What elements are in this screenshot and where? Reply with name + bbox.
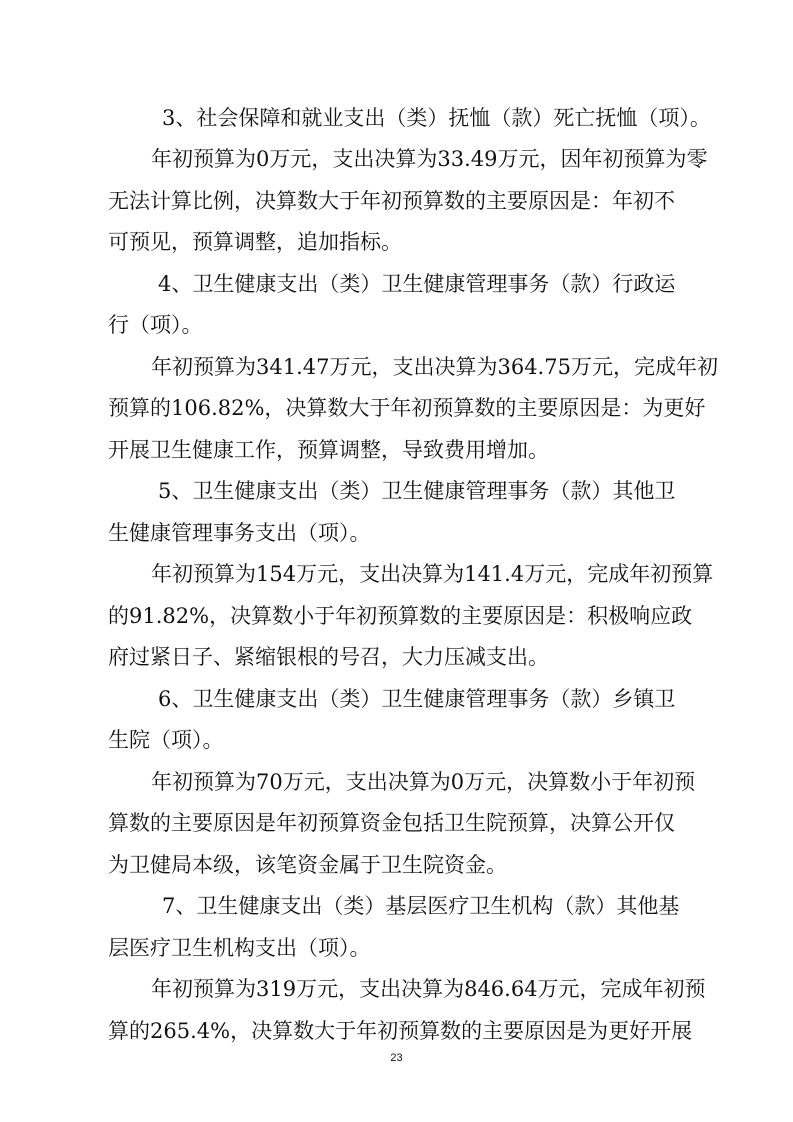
body-text-line: 为卫健局本级，该笔资金属于卫生院资金。 (108, 853, 507, 877)
body-text-line: 年初预算为154万元，支出决算为141.4万元，完成年初预算 (151, 562, 714, 586)
body-text-line: 开展卫生健康工作，预算调整，导致费用增加。 (108, 438, 549, 462)
body-text-line: 预算的106.82%，决算数大于年初预算数的主要原因是：为更好 (108, 396, 706, 420)
section-heading-5-line-1: 5、卫生健康支出（类）卫生健康管理事务（款）其他卫 (158, 479, 676, 503)
section-heading-6-line-2: 生院（项）。 (108, 728, 224, 752)
body-text-line: 算的265.4%，决算数大于年初预算数的主要原因是为更好开展 (108, 1019, 693, 1043)
section-heading-4-line-2: 行（项）。 (108, 313, 203, 337)
section-heading-3-line-1: 3、社会保障和就业支出（类）抚恤（款）死亡抚恤（项）。 (162, 106, 711, 130)
body-text-line: 年初预算为341.47万元，支出决算为364.75万元，完成年初 (151, 355, 718, 379)
section-heading-7-line-1: 7、卫生健康支出（类）基层医疗卫生机构（款）其他基 (162, 894, 680, 918)
body-text-line: 无法计算比例，决算数大于年初预算数的主要原因是：年初不 (108, 189, 675, 213)
body-text-line: 的91.82%，决算数小于年初预算数的主要原因是：积极响应政 (108, 604, 693, 628)
section-heading-6-line-1: 6、卫生健康支出（类）卫生健康管理事务（款）乡镇卫 (158, 687, 676, 711)
section-heading-4-line-1: 4、卫生健康支出（类）卫生健康管理事务（款）行政运 (158, 272, 676, 296)
body-text-line: 年初预算为319万元，支出决算为846.64万元，完成年初预 (151, 977, 706, 1001)
body-text-line: 年初预算为0万元，支出决算为33.49万元，因年初预算为零 (151, 147, 708, 171)
body-text-line: 年初预算为70万元，支出决算为0万元，决算数小于年初预 (151, 770, 696, 794)
body-text-line: 府过紧日子、紧缩银根的号召，大力压减支出。 (108, 645, 549, 669)
section-heading-7-line-2: 层医疗卫生机构支出（项）。 (108, 936, 371, 960)
body-text-line: 可预见，预算调整，追加指标。 (108, 230, 402, 254)
section-heading-5-line-2: 生健康管理事务支出（项）。 (108, 521, 371, 545)
body-text-line: 算数的主要原因是年初预算资金包括卫生院预算，决算公开仅 (108, 811, 675, 835)
page-number: 23 (390, 1052, 403, 1064)
